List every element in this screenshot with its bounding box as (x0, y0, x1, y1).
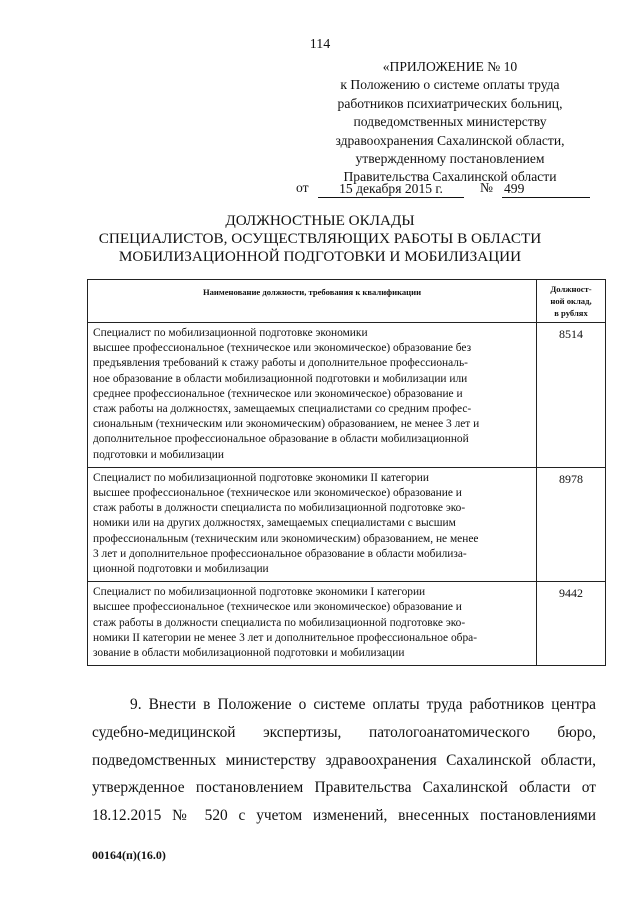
description-line: зование в области мобилизационной подготовки и мобилизации (93, 647, 405, 660)
position-description (88, 323, 537, 468)
table-row (88, 467, 606, 581)
paragraph-line: 9. Внести в Положение о системе оплаты труда работников центра (130, 696, 596, 713)
description-line: предъявления требований к стажу работы и дополнительное профессиональ- (93, 357, 468, 370)
paragraph-line: 18.12.2015 № 520 с учетом изменений, внесенных постановлениями (92, 807, 596, 825)
appendix-header (300, 58, 600, 187)
decree-date: 15 декабря 2015 г. (318, 180, 464, 198)
position-description (88, 467, 537, 581)
description-line: ное образование в области мобилизационной подготовки и мобилизации или (93, 372, 468, 385)
appendix-line: работников психиатрических больниц, (337, 95, 563, 111)
description-line: подготовки и мобилизации (93, 448, 224, 461)
description-line: высшее профессиональное (техническое или экономическое) образование без (93, 342, 472, 355)
appendix-line: утвержденному постановлением (355, 151, 545, 167)
description-line: Специалист по мобилизационной подготовке экономики (93, 327, 368, 339)
table-header-row (88, 280, 606, 323)
number-sign: № (480, 180, 493, 195)
title-line: СПЕЦИАЛИСТОВ, ОСУЩЕСТВЛЯЮЩИХ РАБОТЫ В ОБЛАСТИ (98, 230, 542, 247)
description-line: профессиональным (техническим или экономическим) образованием, не менее (93, 532, 479, 545)
description-line: номики II категории не менее 3 лет и дополнительное профессиональное обра- (93, 631, 477, 644)
description-line: стаж работы в должности специалиста по мобилизационной подготовке эко- (93, 502, 466, 515)
salary-table (87, 279, 606, 666)
header-salary-line: Должност- (550, 284, 592, 294)
description-line: высшее профессиональное (техническое или экономическое) образование и (93, 601, 462, 614)
from-label: от (296, 180, 309, 195)
salary-value: 8514 (537, 323, 606, 468)
document-title (0, 212, 640, 266)
header-salary (537, 280, 606, 323)
description-line: стаж работы на должностях, замещаемых специалистами со средним профес- (93, 403, 472, 416)
appendix-line: к Положению о системе оплаты труда (340, 77, 560, 93)
description-line: высшее профессиональное (техническое или экономическое) образование и (93, 487, 462, 500)
paragraph-line: судебно-медицинской экспертизы, патологоанатомического бюро, (92, 723, 596, 741)
description-line: Специалист по мобилизационной подготовке экономики I категории (93, 586, 426, 599)
title-line: МОБИЛИЗАЦИОННОЙ ПОДГОТОВКИ И МОБИЛИЗАЦИИ (118, 248, 522, 265)
document-code: 00164(п)(16.0) (92, 848, 166, 862)
header-salary-line: в рублях (554, 308, 588, 318)
description-line: ционной подготовки и мобилизации (93, 563, 269, 576)
appendix-line: здравоохранения Сахалинской области, (335, 132, 565, 148)
table-row (88, 323, 606, 468)
paragraph-line: подведомственных министерству здравоохранения Сахалинской области, (92, 751, 596, 769)
description-line: Специалист по мобилизационной подготовке экономики II категории (93, 471, 429, 484)
description-line: 3 лет и дополнительное профессиональное образование в области мобилиза- (93, 547, 467, 560)
description-line: среднее профессиональное (техническое или экономическое) образование и (93, 387, 463, 400)
header-salary-line: ной оклад, (550, 296, 592, 306)
decree-number: 499 (502, 180, 590, 198)
description-line: стаж работы в должности специалиста по мобилизационной подготовке эко- (93, 616, 466, 629)
header-position: Наименование должности, требования к квалификации (88, 280, 537, 323)
title-line: ДОЛЖНОСТНЫЕ ОКЛАДЫ (225, 212, 415, 229)
page-number: 114 (309, 37, 331, 52)
appendix-line: «ПРИЛОЖЕНИЕ № 10 (382, 59, 518, 74)
table-row (88, 582, 606, 666)
description-line: номики или на других должностях, замещаемых специалистами с высшим (93, 517, 456, 530)
description-line: дополнительное профессиональное образование в области мобилизационной (93, 433, 469, 446)
appendix-line: Правительства Сахалинской области (343, 169, 557, 185)
salary-value: 9442 (537, 582, 606, 666)
description-line: сиональным (техническим или экономическим) образованием, не менее 3 лет и (93, 418, 480, 431)
decree-reference (296, 180, 596, 198)
appendix-line: подведомственных министерству (353, 114, 547, 130)
position-description (88, 582, 537, 666)
paragraph-line: утвержденное постановлением Правительства Сахалинской области от (92, 779, 596, 797)
body-paragraph (92, 691, 596, 830)
salary-value: 8978 (537, 467, 606, 581)
